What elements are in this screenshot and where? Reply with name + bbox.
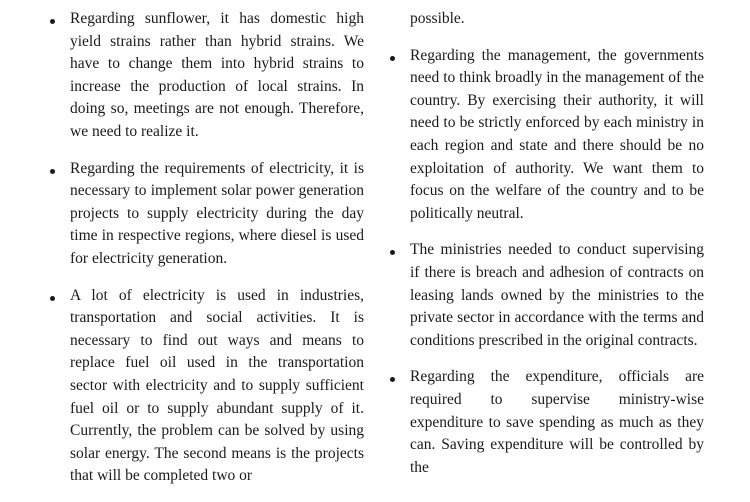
bullet-icon — [50, 296, 55, 301]
bullet-list-right — [388, 45, 704, 480]
list-item — [48, 285, 364, 488]
list-item — [388, 239, 704, 352]
bullet-icon — [50, 19, 55, 24]
paragraph-text: The ministries needed to conduct supervising if there is breach and adhesion of contracts on leasing lands owned by the ministries to the private sector in accordance with the terms and conditions prescribed in the original contracts. — [410, 241, 704, 349]
paragraph-text: Regarding sunflower, it has domestic high yield strains rather than hybrid strains. We have to change them into hybrid strains to increase the production of local strains. In doing so, meetings are not enough. Therefore, we need to realize it. — [70, 10, 364, 140]
paragraph-text: A lot of electricity is used in industries, transportation and social activities. It is necessary to find out ways and means to replace fuel oil used in the transportation sector with electricity and to supply sufficient fuel oil or to supply abundant supply of it. Currently, the problem can be solved by using solar energy. The second means is the projects that will be completed two or — [70, 286, 364, 485]
bullet-icon — [390, 377, 395, 382]
bullet-icon — [390, 250, 395, 255]
paragraph-text: Regarding the expenditure, officials are required to supervise ministry-wise expenditure to save spending as much as they can. Saving expenditure will be controlled by the — [410, 368, 704, 476]
paragraph-text: Regarding the requirements of electricity, it is necessary to implement solar power generation projects to supply electricity during the day time in respective regions, where diesel is used for electricity generation. — [70, 159, 364, 267]
paragraph-text: Regarding the management, the governments need to think broadly in the management of the country. By exercising their authority, it will need to be strictly enforced by each ministry in each region and state and there should be no exploitation of authority. We want them to focus on the welfare of the country and to be politically neutral. — [410, 46, 704, 222]
bullet-list-left — [48, 8, 364, 488]
continuation-text: possible. — [410, 10, 465, 27]
left-column — [48, 8, 364, 502]
list-item — [388, 45, 704, 226]
list-item — [48, 158, 364, 271]
bullet-icon — [50, 169, 55, 174]
right-column — [388, 8, 704, 493]
bullet-icon — [390, 56, 395, 61]
list-item — [48, 8, 364, 144]
list-item — [388, 366, 704, 479]
